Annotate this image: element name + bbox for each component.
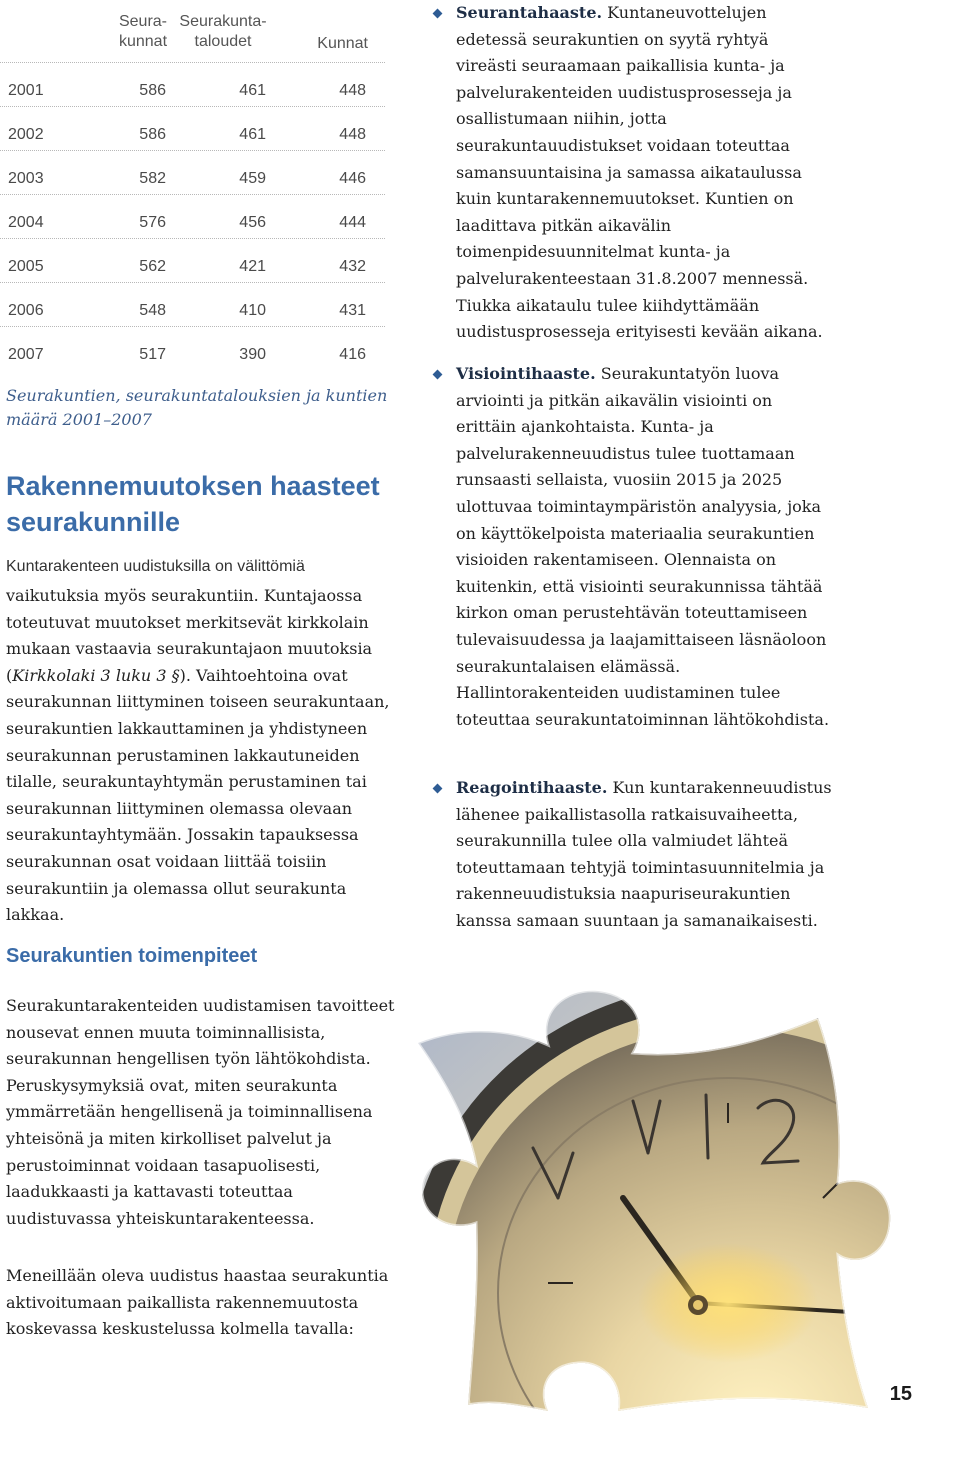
cell-seurakunnat: 576 — [139, 214, 166, 231]
header-seurakunnat: Seura- kunnat — [118, 13, 168, 50]
cell-seurakunnat: 517 — [139, 346, 166, 363]
bullet-visiointihaaste — [434, 361, 834, 733]
section-heading: Seurakuntien toimenpiteet — [6, 945, 258, 967]
main-heading-line2: seurakunnille — [6, 507, 181, 537]
diamond-bullet-icon — [433, 9, 443, 19]
cell-seurakunnat: 562 — [139, 258, 166, 275]
bullet-lead: Seurantahaaste. — [456, 3, 603, 22]
bullet-lead: Visiointihaaste. — [456, 364, 596, 383]
cell-seurakuntataloudet: 459 — [239, 170, 266, 187]
cell-kunnat: 446 — [339, 170, 366, 187]
header-kunnat: Kunnat — [317, 35, 368, 52]
bullet-seurantahaaste — [434, 0, 834, 346]
table-row — [0, 326, 385, 371]
bullet-text: Kun kuntarakenneuudistus lähenee paikallistasolla ratkaisuvaiheetta, seurakunnilla tulee olla valmiudet lähteä toteuttamaan tehtyjä toimintasuunnitelmia ja rakenneuudistuksia naapuriseurakuntien kanssa samaan suuntaan ja samanaikaisesti. — [456, 778, 832, 930]
cell-kunnat: 448 — [339, 82, 366, 99]
cell-seurakunnat: 586 — [139, 82, 166, 99]
cell-year: 2007 — [8, 346, 44, 363]
cell-seurakuntataloudet: 456 — [239, 214, 266, 231]
page-number: 15 — [889, 1383, 912, 1405]
cell-year: 2005 — [8, 258, 44, 275]
law-reference: Kirkkolaki 3 luku 3 § — [12, 665, 180, 685]
bullet-text: Seurakuntatyön luova arviointi ja pitkän aikavälin visiointi on erittäin ajankohtaista. Kunta- ja palvelurakenneuudistus tulee tuottamaan runsaasti sellaista, vuosiin 2015 ja 2025 ulottuvaa toimintaympäristön analyysia, joka on käyttökelpoista materiaalia seurakuntien visioiden rakentamiseen. Olennaista on kuitenkin, että visiointi seurakunnissa tähtää kirkon oman perustehtävän toteuttamiseen tulevaisuudessa ja laajamittaiseen läsnäoloon seurakuntalaisen elämässä. Hallintorakenteiden uudistaminen tulee toteuttaa seurakuntatoiminnan lähtökohdista. — [456, 364, 830, 729]
bullet-lead: Reagointihaaste. — [456, 778, 608, 797]
table-row — [0, 62, 385, 107]
diamond-bullet-icon — [433, 784, 443, 794]
bullet-reagointihaaste — [434, 775, 834, 935]
cell-kunnat: 432 — [339, 258, 366, 275]
cell-seurakuntataloudet: 461 — [239, 82, 266, 99]
cell-seurakunnat: 586 — [139, 126, 166, 143]
cell-kunnat: 416 — [339, 346, 366, 363]
body-paragraph-meneillaan: Meneillään oleva uudistus haastaa seurakuntia aktivoitumaan paikallista rakennemuutosta koskevassa keskustelussa kolmella tavalla: — [6, 1266, 389, 1339]
cell-kunnat: 444 — [339, 214, 366, 231]
bullet-text: Kuntaneuvottelujen edetessä seurakuntien on syytä ryhtyä vireästi seuraamaan paikallisia kunta- ja palvelurakenteiden uudistusprosesseja ja osallistumaan niihin, jotta seurakuntauudistukset voidaan toteuttaa samansuuntaisina ja samassa aikataulussa kuin kuntarakennemuutokset. Kuntien on laadittava pitkän aikavälin toimenpidesuunnitelmat kunta- ja palvelurakenteestaan 31.8.2007 mennessä. Tiukka aikataulu tulee kiihdyttämään uudistusprosesseja erityisesti kevään aikana. — [456, 3, 823, 342]
table-row — [0, 238, 385, 283]
header-seurakuntataloudet: Seurakunta- taloudet — [179, 13, 267, 50]
diamond-bullet-icon — [433, 370, 443, 380]
clock-puzzle-image — [398, 983, 898, 1413]
table-row — [0, 194, 385, 239]
body-paragraph-kuntajako — [6, 583, 401, 929]
cell-kunnat: 431 — [339, 302, 366, 319]
cell-seurakuntataloudet: 421 — [239, 258, 266, 275]
table-row — [0, 150, 385, 195]
table-caption: Seurakuntien, seurakuntatalouksien ja kuntien määrä 2001–2007 — [6, 386, 388, 429]
cell-year: 2003 — [8, 170, 44, 187]
table-row — [0, 282, 385, 327]
cell-seurakunnat: 548 — [139, 302, 166, 319]
cell-kunnat: 448 — [339, 126, 366, 143]
main-heading — [6, 468, 406, 540]
main-heading-line1: Rakennemuutoksen haasteet — [6, 471, 380, 501]
cell-seurakuntataloudet: 390 — [239, 346, 266, 363]
cell-year: 2002 — [8, 126, 44, 143]
cell-year: 2006 — [8, 302, 44, 319]
cell-year: 2001 — [8, 82, 44, 99]
cell-year: 2004 — [8, 214, 44, 231]
intro-text: Kuntarakenteen uudistuksilla on välittömiä — [6, 558, 305, 575]
body-paragraph-toimenpiteet: Seurakuntarakenteiden uudistamisen tavoitteet nousevat ennen muuta toiminnallisista, seurakunnan hengellisen työn lähtökohdista. Peruskysymyksiä ovat, miten seurakunta ymmärretään hengellisenä ja toiminnallisena yhteisönä ja miten kirkolliset palvelut ja perustoiminnat voidaan tasapuolisesti, laadukkaasti ja kattavasti toteuttaa uudistuvassa yhteiskuntarakenteessa. — [6, 996, 395, 1228]
table-row — [0, 106, 385, 151]
table-header — [0, 10, 385, 60]
cell-seurakuntataloudet: 461 — [239, 126, 266, 143]
paragraph-part1: vaikutuksia myös seurakuntiin. Kuntajaossa toteutuvat muutokset merkitsevät kirkkolain mukaan vastaavia seurakuntajaon muutoksia ( — [6, 586, 373, 685]
cell-seurakunnat: 582 — [139, 170, 166, 187]
paragraph-part2: ). Vaihtoehtoina ovat seurakunnan liittyminen toiseen seurakuntaan, seurakuntien lakkauttaminen ja yhdistyneen seurakunnan perustaminen lakkautuneiden tilalle, seurakuntayhtymän perustaminen tai seurakunnan liittyminen olemassa olevaan seurakuntayhtymään. Jossakin tapauksessa seurakunnan osat voidaan liittää toisiin seurakuntiin ja olemassa ollut seurakunta lakkaa. — [6, 665, 390, 925]
cell-seurakuntataloudet: 410 — [239, 302, 266, 319]
